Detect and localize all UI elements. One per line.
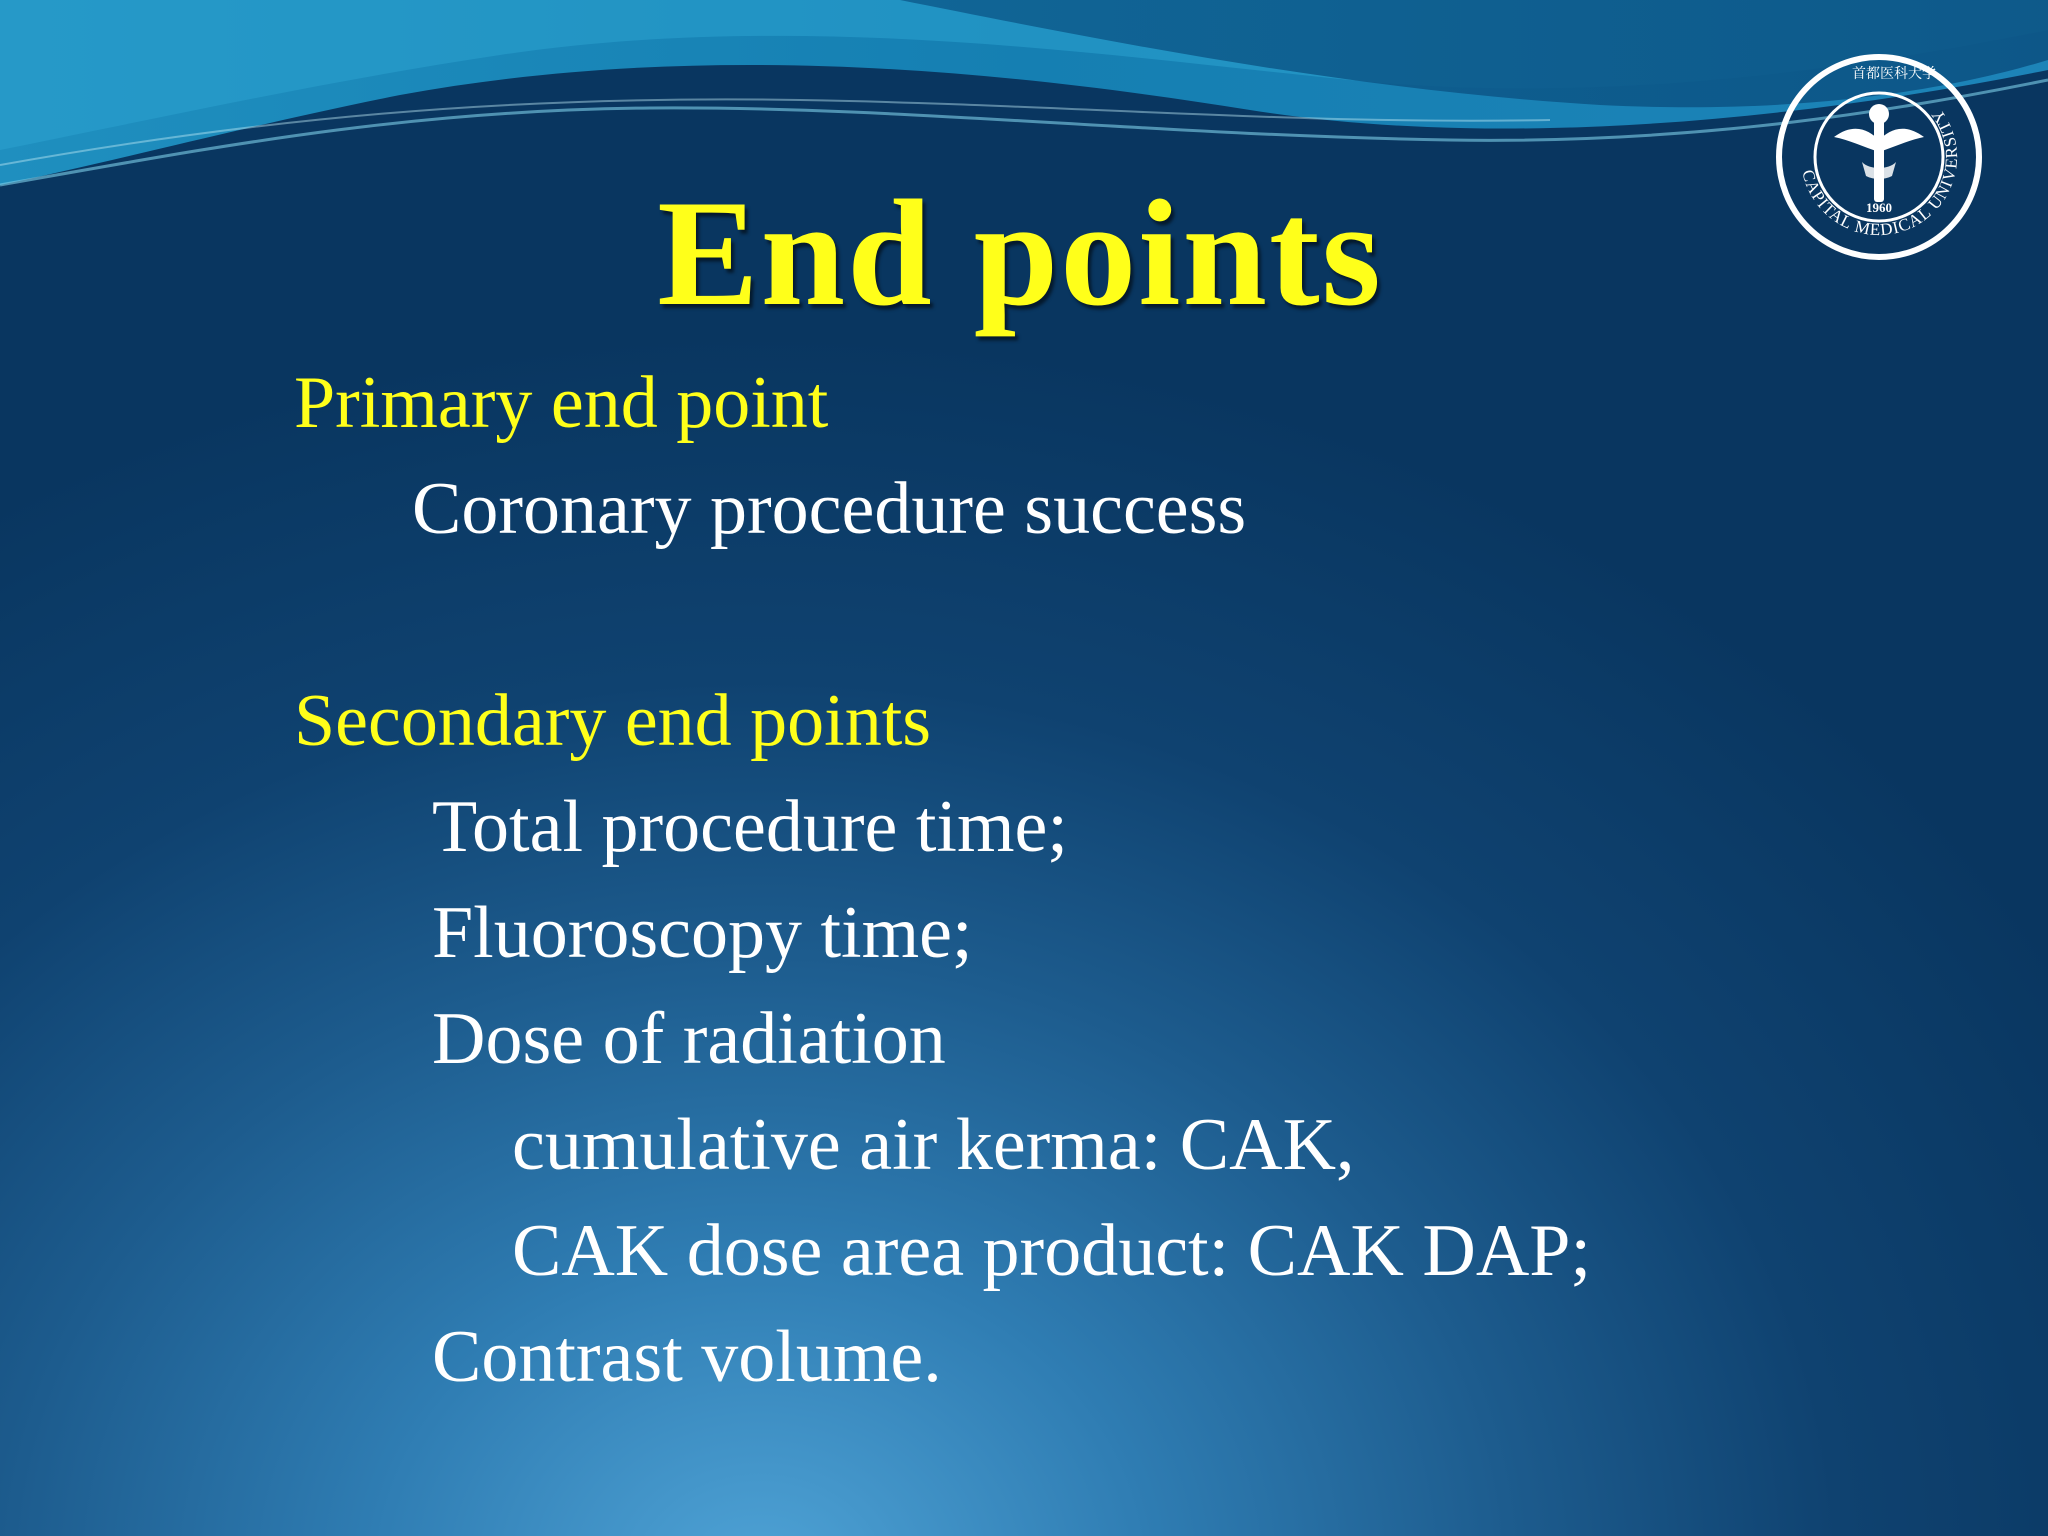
primary-heading: Primary end point	[294, 362, 829, 444]
svg-text:1960: 1960	[1866, 200, 1892, 215]
svg-text:CAPITAL MEDICAL UNIVERSITY: CAPITAL MEDICAL UNIVERSITY	[1798, 105, 1962, 240]
slide-title: End points	[657, 169, 1383, 337]
secondary-subitem: CAK dose area product: CAK DAP;	[512, 1210, 1591, 1292]
secondary-item: Fluoroscopy time;	[432, 892, 973, 974]
secondary-subitem: cumulative air kerma: CAK,	[512, 1104, 1355, 1186]
secondary-item: Total procedure time;	[432, 786, 1068, 868]
svg-text:首都医科大学: 首都医科大学	[1852, 66, 1936, 82]
primary-item: Coronary procedure success	[412, 468, 1247, 550]
secondary-item: Dose of radiation	[432, 998, 946, 1080]
secondary-heading: Secondary end points	[294, 680, 932, 762]
secondary-item: Contrast volume.	[432, 1316, 942, 1398]
